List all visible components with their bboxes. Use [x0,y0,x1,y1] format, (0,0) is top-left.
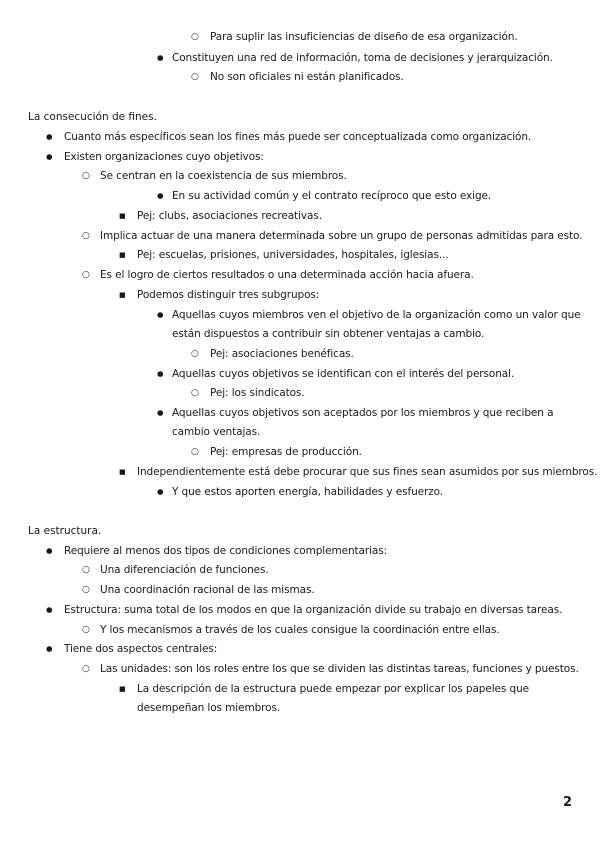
disc-bullet-icon [46,603,53,617]
square-bullet-icon [119,248,126,262]
text-line: Independientemente está debe procurar que sus fines sean asumidos por sus miembros. [137,466,598,478]
text-line: En su actividad común y el contrato recíproco que esto exige. [172,190,492,202]
text-line: Pej: clubs, asociaciones recreativas. [137,210,322,222]
text-line: Aquellas cuyos objetivos se identifican con el interés del personal. [172,368,515,380]
text-line: Aquellas cuyos miembros ven el objetivo de la organización como un valor que [172,309,581,321]
square-bullet-icon [119,288,126,302]
text-line: Requiere al menos dos tipos de condiciones complementarias: [64,545,388,557]
circle-bullet-icon [82,268,90,282]
circle-bullet-icon [82,662,90,676]
text-line: Constituyen una red de información, toma de decisiones y jerarquización. [172,52,553,64]
circle-bullet-icon [82,169,90,183]
square-bullet-icon [119,209,126,223]
disc-bullet-icon [157,485,164,499]
circle-bullet-icon [191,386,199,400]
text-line: Pej: escuelas, prisiones, universidades, hospitales, iglesias... [137,249,449,261]
text-line: Aquellas cuyos objetivos son aceptados por los miembros y que reciben a [172,407,554,419]
circle-bullet-icon [191,70,199,84]
text-line: Implica actuar de una manera determinada sobre un grupo de personas admitidas para esto. [100,230,583,242]
text-line: Tiene dos aspectos centrales: [64,643,218,655]
text-line: Una diferenciación de funciones. [100,564,269,576]
circle-bullet-icon [82,623,90,637]
text-line: Se centran en la coexistencia de sus miembros. [100,170,347,182]
page-number: 2 [562,795,572,810]
text-line: cambio ventajas. [172,426,261,438]
circle-bullet-icon [82,229,90,243]
text-line: Estructura: suma total de los modos en que la organización divide su trabajo en diversas tareas. [64,604,563,616]
text-line: Para suplir las insuficiencias de diseño de esa organización. [210,31,518,43]
text-line: Es el logro de ciertos resultados o una determinada acción hacia afuera. [100,269,474,281]
text-line: Podemos distinguir tres subgrupos: [137,289,320,301]
text-line: No son oficiales ni están planificados. [210,71,404,83]
circle-bullet-icon [191,347,199,361]
text-line: Cuanto más específicos sean los fines más puede ser conceptualizada como organización. [64,131,532,143]
circle-bullet-icon [82,583,90,597]
text-line: Pej: los sindicatos. [210,387,305,399]
disc-bullet-icon [46,544,53,558]
disc-bullet-icon [157,51,164,65]
disc-bullet-icon [157,189,164,203]
text-line: Pej: empresas de producción. [210,446,362,458]
text-line: Y que estos aporten energía, habilidades y esfuerzo. [172,486,443,498]
text-line: Pej: asociaciones benéficas. [210,348,354,360]
disc-bullet-icon [157,406,164,420]
disc-bullet-icon [157,367,164,381]
disc-bullet-icon [46,150,53,164]
square-bullet-icon [119,465,126,479]
section-heading: La consecución de fines. [28,111,157,123]
text-line: están dispuestos a contribuir sin obtener ventajas a cambio. [172,328,485,340]
disc-bullet-icon [46,130,53,144]
circle-bullet-icon [191,445,199,459]
text-line: Existen organizaciones cuyo objetivos: [64,151,264,163]
section-heading: La estructura. [28,525,102,537]
text-line: desempeñan los miembros. [137,702,281,714]
text-line: Una coordinación racional de las mismas. [100,584,315,596]
square-bullet-icon [119,682,126,696]
circle-bullet-icon [82,563,90,577]
circle-bullet-icon [191,30,199,44]
text-line: Las unidades: son los roles entre los que se dividen las distintas tareas, funciones y puestos. [100,663,579,675]
text-line: Y los mecanismos a través de los cuales consigue la coordinación entre ellas. [100,624,500,636]
disc-bullet-icon [157,308,164,322]
text-line: La descripción de la estructura puede empezar por explicar los papeles que [137,683,529,695]
disc-bullet-icon [46,642,53,656]
